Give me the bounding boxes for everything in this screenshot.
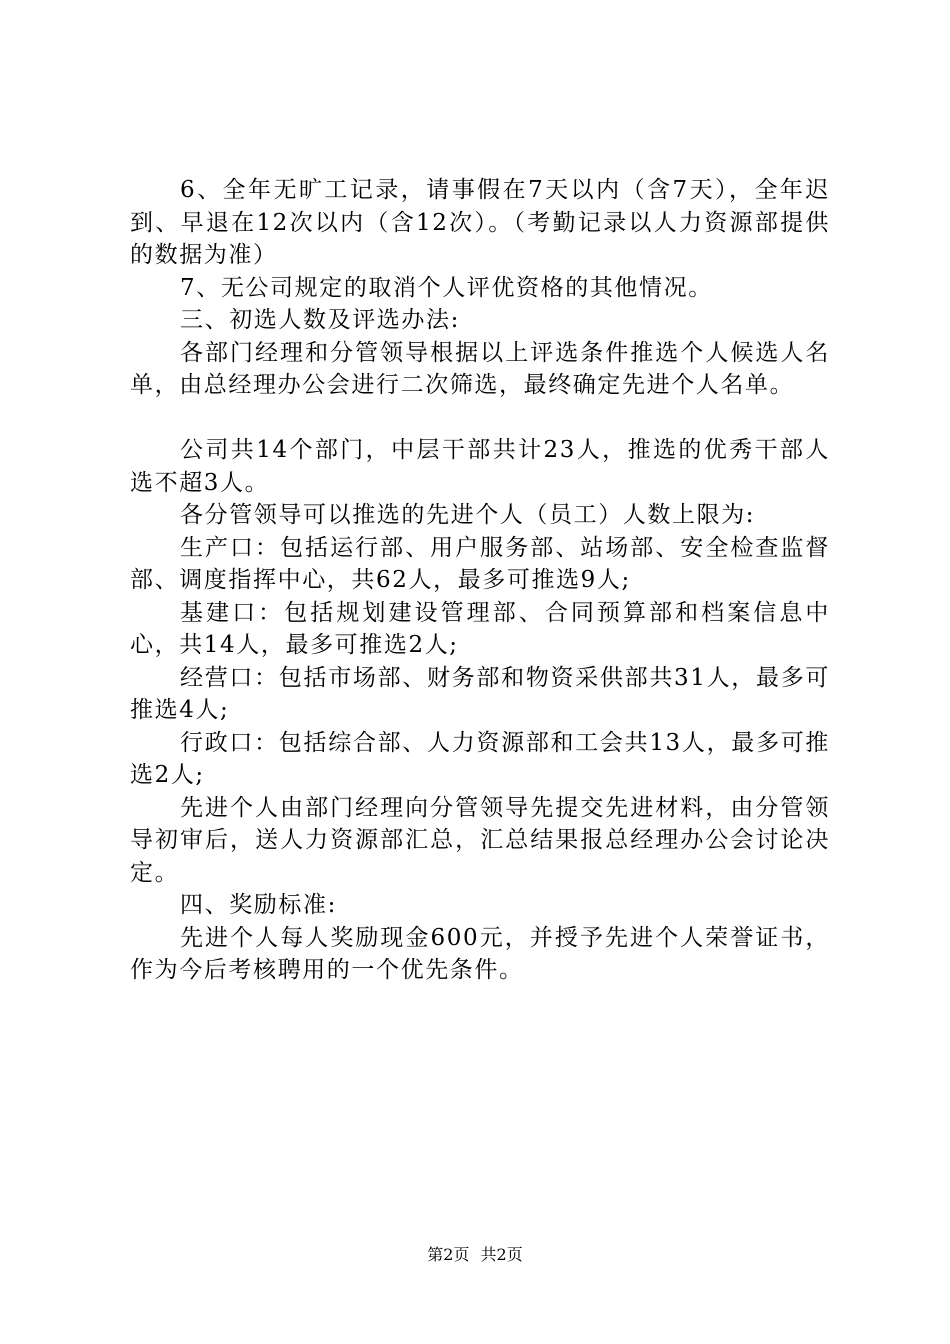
paragraph-construction-quota: 基建口：包括规划建设管理部、合同预算部和档案信息中心，共14人，最多可推选2人; [130, 599, 830, 658]
paragraph-production-quota: 生产口：包括运行部、用户服务部、站场部、安全检查监督部、调度指挥中心，共62人，最多可推选9人; [130, 534, 830, 593]
paragraph-attendance-rule: 6、全年无旷工记录，请事假在7天以内（含7天），全年迟到、早退在12次以内（含12次）。（考勤记录以人力资源部提供的数据为准） [130, 177, 830, 268]
page-number: 第2页 [427, 1245, 470, 1264]
page-total: 共2页 [480, 1245, 523, 1264]
paragraph-department-count: 公司共14个部门，中层干部共计23人，推选的优秀干部人选不超3人。 [130, 437, 830, 496]
page-footer [0, 1243, 950, 1267]
paragraph-quota-intro: 各分管领导可以推选的先进个人（员工）人数上限为: [180, 502, 756, 528]
section-heading-reward-standard: 四、奖励标准: [180, 892, 337, 918]
paragraph-no-disqualification: 7、无公司规定的取消个人评优资格的其他情况。 [180, 274, 713, 301]
paragraph-admin-quota: 行政口：包括综合部、人力资源部和工会共13人，最多可推选2人; [130, 729, 830, 788]
paragraph-reward-details: 先进个人每人奖励现金600元，并授予先进个人荣誉证书，作为今后考核聘用的一个优先条件。 [130, 924, 830, 983]
paragraph-candidate-nomination: 各部门经理和分管领导根据以上评选条件推选个人候选人名单，由总经理办公会进行二次筛选，最终确定先进个人名单。 [130, 339, 830, 398]
paragraph-business-quota: 经营口：包括市场部、财务部和物资采供部共31人，最多可推选4人; [130, 664, 830, 723]
document-body [130, 174, 830, 987]
section-heading-selection-method: 三、初选人数及评选办法: [180, 307, 460, 333]
paragraph-submission-process: 先进个人由部门经理向分管领导先提交先进材料，由分管领导初审后，送人力资源部汇总，汇总结果报总经理办公会讨论决定。 [130, 794, 830, 886]
